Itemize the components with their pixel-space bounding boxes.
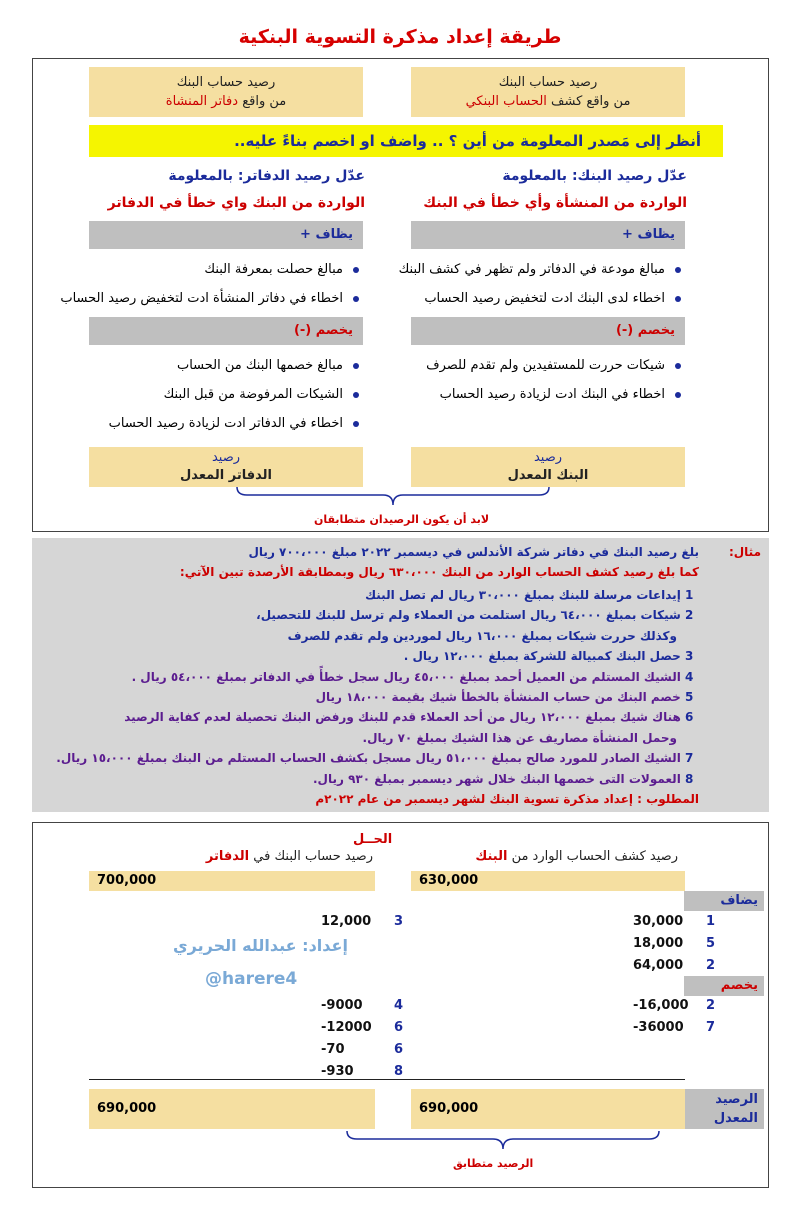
item-number: 5 (685, 690, 694, 704)
books-col-highlight: الدفاتر (205, 849, 250, 864)
item-number: 6 (685, 710, 694, 725)
books-adjusted-balance (89, 447, 363, 487)
books-col-text: رصيد حساب البنك في (249, 849, 373, 864)
books-header-line2 (89, 92, 363, 111)
row-value: -12000 (321, 1020, 372, 1035)
item-text: وحمل المنشأة مصاريف عن هذا الشيك بمبلغ ٧٠ ريال. (362, 730, 677, 745)
row-value: -36000 (633, 1020, 684, 1035)
table-row (321, 995, 403, 1017)
books-header (89, 67, 363, 117)
bank-add-list (398, 255, 685, 313)
solution-heading: الحــل (353, 832, 393, 847)
bank-col-highlight: البنك (475, 849, 508, 864)
row-value: -930 (321, 1064, 354, 1079)
books-adjust-note (89, 163, 365, 217)
list-item: مبالغ مودعة في الدفاتر ولم تظهر في كشف البنك (411, 255, 685, 284)
bank-statement-header (411, 67, 685, 117)
item-text: حصل البنك كمبيالة للشركة بمبلغ ١٢،٠٠٠ ريال . (403, 649, 681, 664)
adjusted-label-line2: المعدل (713, 1111, 758, 1126)
example-line2: كما بلغ رصيد كشف الحساب الوارد من البنك ٦٣٠،٠٠٠ ريال وبمطابقة الأرصدة تبين الآتي: (179, 565, 699, 579)
books-header-line1: رصيد حساب البنك (176, 75, 276, 90)
bank-add-header: يظاف + (411, 221, 685, 249)
item-text: العمولات التى خصمها البنك خلال شهر ديسمبر بمبلغ ٩٣٠ ريال. (312, 771, 681, 786)
adjusted-label-line1: الرصيد (715, 1092, 758, 1107)
list-item (316, 687, 699, 708)
bank-subtract-list (411, 351, 685, 409)
list-item (313, 769, 699, 790)
list-item (404, 646, 699, 667)
example-label: مثال: (728, 545, 761, 559)
bank-header-text: من واقع كشف (546, 94, 631, 109)
list-item (256, 605, 699, 626)
row-ref: 1 (705, 914, 715, 929)
books-start-balance: 700,000 (89, 871, 375, 891)
books-add-list (60, 255, 363, 313)
brace-icon (343, 1129, 663, 1151)
item-number: 7 (685, 751, 694, 766)
item-number: 4 (685, 669, 694, 684)
books-final-balance: 690,000 (89, 1089, 375, 1129)
bank-result-line1: رصيد (533, 450, 563, 465)
item-number: 1 (685, 588, 694, 602)
table-row (633, 933, 715, 955)
page-title: طريقة إعداد مذكرة التسوية البنكية (238, 26, 562, 48)
brace-icon (233, 485, 553, 507)
bank-header-line1: رصيد حساب البنك (498, 75, 598, 90)
row-ref: 3 (393, 914, 403, 929)
adjusted-label (684, 1089, 764, 1129)
bank-start-balance: 630,000 (411, 871, 685, 891)
row-value: 30,000 (633, 914, 684, 929)
item-text: شيكات بمبلغ ٦٤،٠٠٠ ريال استلمت من العملاء ولم ترسل للبنك للتحصيل، (256, 608, 681, 623)
table-row (321, 911, 403, 933)
bank-adjusted-balance (411, 447, 685, 487)
item-number: 3 (685, 649, 694, 664)
item-text: وكذلك حررت شيكات بمبلغ ١٦،٠٠٠ ريال لموردين ولم تقدم للصرف (287, 628, 677, 643)
row-value: 64,000 (633, 958, 684, 973)
subtract-label: يخصم (684, 976, 764, 996)
bank-final-balance: 690,000 (411, 1089, 685, 1129)
source-hint-banner: أنظر إلى مَصدر المعلومة من أين ؟ .. واضف او اخصم بناءً عليه.. (89, 125, 723, 157)
row-ref: 8 (393, 1064, 403, 1079)
books-result-line2: الدفاتر المعدل (180, 468, 272, 483)
method-section (32, 58, 769, 532)
table-row (633, 955, 715, 977)
bank-adjust-line1: عدّل رصيد البنك: بالمعلومة (502, 168, 687, 184)
row-ref: 4 (393, 998, 403, 1013)
books-add-header: يظاف + (89, 221, 363, 249)
author-handle: @harere4 (205, 969, 298, 989)
list-item: مبالغ حصلت بمعرفة البنك (89, 255, 363, 284)
item-text: الشيك المستلم من العميل أحمد بمبلغ ٤٥،٠٠٠ ريال سجل خطأً في الدفاتر بمبلغ ٥٤،٠٠٠ ريال . (131, 669, 681, 684)
table-row (633, 1017, 715, 1039)
total-divider (89, 1079, 685, 1080)
row-ref: 2 (705, 998, 715, 1013)
list-item: مبالغ خصمها البنك من الحساب (89, 351, 363, 380)
table-row (321, 1017, 403, 1039)
row-value: -70 (321, 1042, 345, 1057)
list-item: اخطاء في دفاتر المنشأة ادت لتخفيض رصيد الحساب (89, 284, 363, 313)
item-text: الشيك الصادر للمورد صالح بمبلغ ٥١،٠٠٠ ريال مسجل بكشف الحساب المستلم من البنك بمبلغ ١٥،٠٠٠ ريال. (56, 751, 681, 766)
row-value: -9000 (321, 998, 363, 1013)
bank-header-line2 (411, 92, 685, 111)
list-item: شيكات حررت للمستفيدين ولم تقدم للصرف (411, 351, 685, 380)
row-value: 18,000 (633, 936, 684, 951)
solution-section (32, 822, 769, 1188)
bank-adjust-line2: الواردة من المنشأة وأي خطأ في البنك (423, 195, 687, 211)
bank-col-text: رصيد كشف الحساب الوارد من (507, 849, 678, 864)
item-number: 2 (685, 608, 694, 623)
item-text: هناك شيك بمبلغ ١٢،٠٠٠ ريال من أحد العملاء قدم للبنك ورفض البنك تحصيلة لعدم كفاية الرصيد (124, 710, 681, 725)
list-item: اخطاء لدى البنك ادت لتخفيض رصيد الحساب (411, 284, 685, 313)
item-text: إيداعات مرسلة للبنك بمبلغ ٣٠،٠٠٠ ريال لم تصل البنك (365, 588, 681, 602)
bank-adjust-note (411, 163, 687, 217)
list-item (363, 728, 677, 749)
must-match-note: لابد أن يكون الرصيدان متطابقان (313, 513, 490, 526)
books-column-header (206, 849, 373, 864)
books-result-line1: رصيد (211, 450, 241, 465)
row-ref: 2 (705, 958, 715, 973)
row-value: 12,000 (321, 914, 372, 929)
list-item (56, 748, 699, 769)
example-line1: بلغ رصيد البنك في دفاتر شركة الأندلس في ديسمبر ٢٠٢٢ مبلغ ٧٠٠،٠٠٠ ريال (248, 545, 699, 559)
bank-subtract-header: يخصم (-) (411, 317, 685, 345)
author-credit: إعداد: عبدالله الحريري (173, 936, 348, 955)
books-header-text: من واقع (238, 94, 287, 109)
add-label: يضاف (684, 891, 764, 911)
row-ref: 7 (705, 1020, 715, 1035)
row-value: -16,000 (633, 998, 689, 1013)
table-row (633, 995, 715, 1017)
table-row (633, 911, 715, 933)
books-subtract-list (89, 351, 363, 438)
books-subtract-header: يخصم (-) (89, 317, 363, 345)
bank-result-line2: البنك المعدل (507, 468, 589, 483)
books-adjust-line2: الواردة من البنك واي خطأ في الدفاتر (107, 195, 365, 211)
row-ref: 6 (393, 1042, 403, 1057)
matched-note: الرصيد متطابق (453, 1157, 534, 1170)
list-item: اخطاء في البنك ادت لزيادة رصيد الحساب (411, 380, 685, 409)
required-task: المطلوب : إعداد مذكرة تسوية البنك لشهر ديسمبر من عام ٢٠٢٢م (315, 792, 699, 806)
list-item (288, 626, 677, 647)
example-section (32, 538, 769, 812)
item-text: خصم البنك من حساب المنشأة بالخطأ شيك بقيمة ١٨،٠٠٠ ريال (315, 690, 681, 704)
books-adjust-line1: عدّل رصيد الدفاتر: بالمعلومة (168, 168, 365, 184)
list-item: الشيكات المرفوضة من قبل البنك (89, 380, 363, 409)
bank-header-highlight: الحساب البنكي (465, 94, 547, 109)
row-ref: 5 (705, 936, 715, 951)
row-ref: 6 (393, 1020, 403, 1035)
list-item (132, 667, 699, 688)
bank-column-header (475, 849, 678, 864)
list-item (124, 707, 699, 728)
table-row (321, 1039, 403, 1061)
list-item (365, 585, 699, 606)
list-item: اخطاء في الدفاتر ادت لزيادة رصيد الحساب (89, 409, 363, 438)
books-header-highlight: دفاتر المنشاة (165, 94, 239, 109)
item-number: 8 (685, 771, 694, 786)
